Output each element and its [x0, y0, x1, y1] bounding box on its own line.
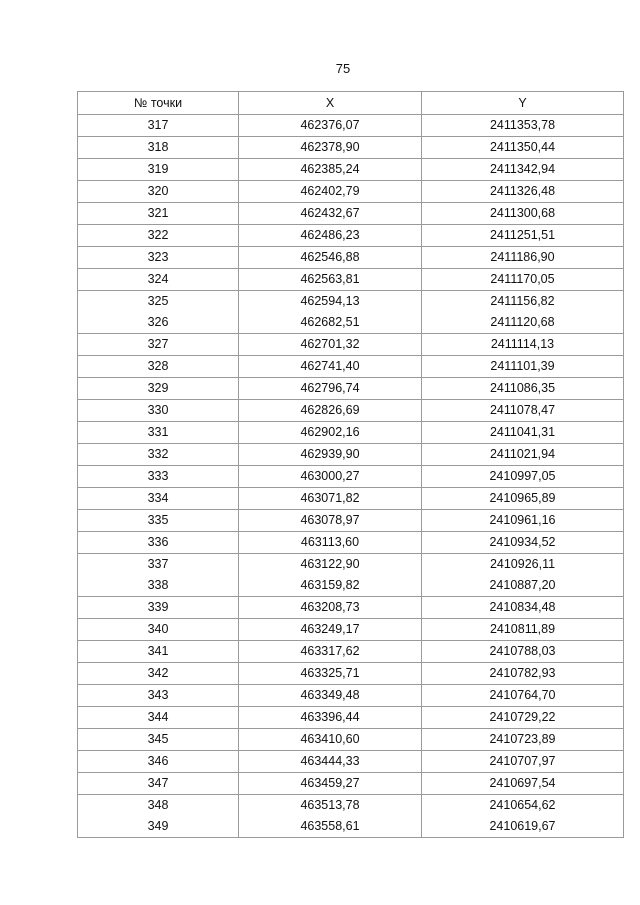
cell-point-number: 323: [78, 247, 239, 269]
table-row: [78, 510, 624, 532]
table-row: [78, 554, 624, 576]
cell-x: 463208,73: [239, 597, 422, 619]
cell-x: 463078,97: [239, 510, 422, 532]
cell-x: 463513,78: [239, 795, 422, 817]
cell-point-number: 344: [78, 707, 239, 729]
cell-x: 462796,74: [239, 378, 422, 400]
cell-point-number: 322: [78, 225, 239, 247]
cell-point-number: 337: [78, 554, 239, 576]
cell-y: 2410707,97: [422, 751, 624, 773]
cell-point-number: 329: [78, 378, 239, 400]
cell-point-number: 331: [78, 422, 239, 444]
table-row: [78, 400, 624, 422]
cell-y: 2410834,48: [422, 597, 624, 619]
cell-y: 2411156,82: [422, 291, 624, 313]
cell-x: 462826,69: [239, 400, 422, 422]
cell-y: 2410961,16: [422, 510, 624, 532]
cell-x: 463113,60: [239, 532, 422, 554]
cell-y: 2411101,39: [422, 356, 624, 378]
cell-point-number: 345: [78, 729, 239, 751]
cell-x: 463459,27: [239, 773, 422, 795]
cell-y: 2411350,44: [422, 137, 624, 159]
cell-x: 462402,79: [239, 181, 422, 203]
cell-y: 2411021,94: [422, 444, 624, 466]
cell-point-number: 347: [78, 773, 239, 795]
cell-x: 463000,27: [239, 466, 422, 488]
table-row: [78, 334, 624, 356]
cell-point-number: 330: [78, 400, 239, 422]
table-row: [78, 378, 624, 400]
table-row: [78, 641, 624, 663]
cell-point-number: 336: [78, 532, 239, 554]
cell-x: 462376,07: [239, 115, 422, 137]
cell-y: 2411078,47: [422, 400, 624, 422]
cell-x: 463349,48: [239, 685, 422, 707]
cell-y: 2410997,05: [422, 466, 624, 488]
cell-y: 2410965,89: [422, 488, 624, 510]
cell-x: 462701,32: [239, 334, 422, 356]
cell-point-number: 340: [78, 619, 239, 641]
table-row: [78, 356, 624, 378]
cell-x: 462682,51: [239, 312, 422, 334]
cell-point-number: 349: [78, 816, 239, 838]
table-row: [78, 137, 624, 159]
cell-y: 2411353,78: [422, 115, 624, 137]
cell-point-number: 338: [78, 575, 239, 597]
cell-point-number: 343: [78, 685, 239, 707]
cell-point-number: 333: [78, 466, 239, 488]
cell-x: 463159,82: [239, 575, 422, 597]
cell-x: 463249,17: [239, 619, 422, 641]
table-row: [78, 795, 624, 817]
cell-point-number: 317: [78, 115, 239, 137]
cell-y: 2410654,62: [422, 795, 624, 817]
cell-y: 2411114,13: [422, 334, 624, 356]
cell-point-number: 334: [78, 488, 239, 510]
header-point-number: № точки: [78, 92, 239, 115]
cell-point-number: 318: [78, 137, 239, 159]
table-row: [78, 203, 624, 225]
cell-point-number: 320: [78, 181, 239, 203]
cell-y: 2411120,68: [422, 312, 624, 334]
cell-y: 2411326,48: [422, 181, 624, 203]
cell-point-number: 348: [78, 795, 239, 817]
cell-y: 2410619,67: [422, 816, 624, 838]
cell-point-number: 341: [78, 641, 239, 663]
cell-point-number: 342: [78, 663, 239, 685]
table-row: [78, 532, 624, 554]
cell-y: 2410697,54: [422, 773, 624, 795]
table-row: [78, 312, 624, 334]
cell-y: 2410887,20: [422, 575, 624, 597]
cell-x: 462385,24: [239, 159, 422, 181]
cell-y: 2411186,90: [422, 247, 624, 269]
cell-x: 462939,90: [239, 444, 422, 466]
cell-point-number: 324: [78, 269, 239, 291]
table-row: [78, 729, 624, 751]
cell-x: 462741,40: [239, 356, 422, 378]
cell-x: 462378,90: [239, 137, 422, 159]
table-row: [78, 269, 624, 291]
cell-y: 2411342,94: [422, 159, 624, 181]
table-row: [78, 685, 624, 707]
cell-y: 2410764,70: [422, 685, 624, 707]
cell-x: 463444,33: [239, 751, 422, 773]
cell-point-number: 328: [78, 356, 239, 378]
table-row: [78, 225, 624, 247]
cell-x: 463325,71: [239, 663, 422, 685]
table-row: [78, 816, 624, 838]
cell-point-number: 319: [78, 159, 239, 181]
table-row: [78, 444, 624, 466]
table-row: [78, 597, 624, 619]
cell-point-number: 339: [78, 597, 239, 619]
cell-x: 463410,60: [239, 729, 422, 751]
table-row: [78, 773, 624, 795]
table-row: [78, 619, 624, 641]
cell-y: 2411300,68: [422, 203, 624, 225]
cell-point-number: 327: [78, 334, 239, 356]
table-row: [78, 247, 624, 269]
cell-x: 462594,13: [239, 291, 422, 313]
cell-x: 463396,44: [239, 707, 422, 729]
cell-y: 2410723,89: [422, 729, 624, 751]
cell-point-number: 321: [78, 203, 239, 225]
cell-x: 463071,82: [239, 488, 422, 510]
table-row: [78, 488, 624, 510]
cell-x: 462432,67: [239, 203, 422, 225]
table-row: [78, 751, 624, 773]
cell-x: 463317,62: [239, 641, 422, 663]
coordinates-table: [77, 91, 624, 838]
cell-y: 2411170,05: [422, 269, 624, 291]
table-row: [78, 159, 624, 181]
table-row: [78, 663, 624, 685]
cell-y: 2411086,35: [422, 378, 624, 400]
cell-x: 462546,88: [239, 247, 422, 269]
table-row: [78, 181, 624, 203]
cell-point-number: 346: [78, 751, 239, 773]
cell-y: 2410782,93: [422, 663, 624, 685]
cell-x: 462902,16: [239, 422, 422, 444]
table-header-row: [78, 92, 624, 115]
cell-y: 2410811,89: [422, 619, 624, 641]
table-row: [78, 707, 624, 729]
cell-x: 463122,90: [239, 554, 422, 576]
page-number: 75: [335, 61, 351, 76]
cell-y: 2411251,51: [422, 225, 624, 247]
table-row: [78, 466, 624, 488]
header-x: X: [239, 92, 422, 115]
table-body: [78, 115, 624, 838]
cell-point-number: 326: [78, 312, 239, 334]
table-row: [78, 575, 624, 597]
cell-point-number: 335: [78, 510, 239, 532]
cell-x: 462486,23: [239, 225, 422, 247]
table-row: [78, 291, 624, 313]
cell-x: 463558,61: [239, 816, 422, 838]
cell-y: 2411041,31: [422, 422, 624, 444]
cell-x: 462563,81: [239, 269, 422, 291]
cell-y: 2410934,52: [422, 532, 624, 554]
header-y: Y: [422, 92, 624, 115]
cell-y: 2410729,22: [422, 707, 624, 729]
table-row: [78, 422, 624, 444]
cell-y: 2410926,11: [422, 554, 624, 576]
table-row: [78, 115, 624, 137]
cell-y: 2410788,03: [422, 641, 624, 663]
cell-point-number: 332: [78, 444, 239, 466]
cell-point-number: 325: [78, 291, 239, 313]
